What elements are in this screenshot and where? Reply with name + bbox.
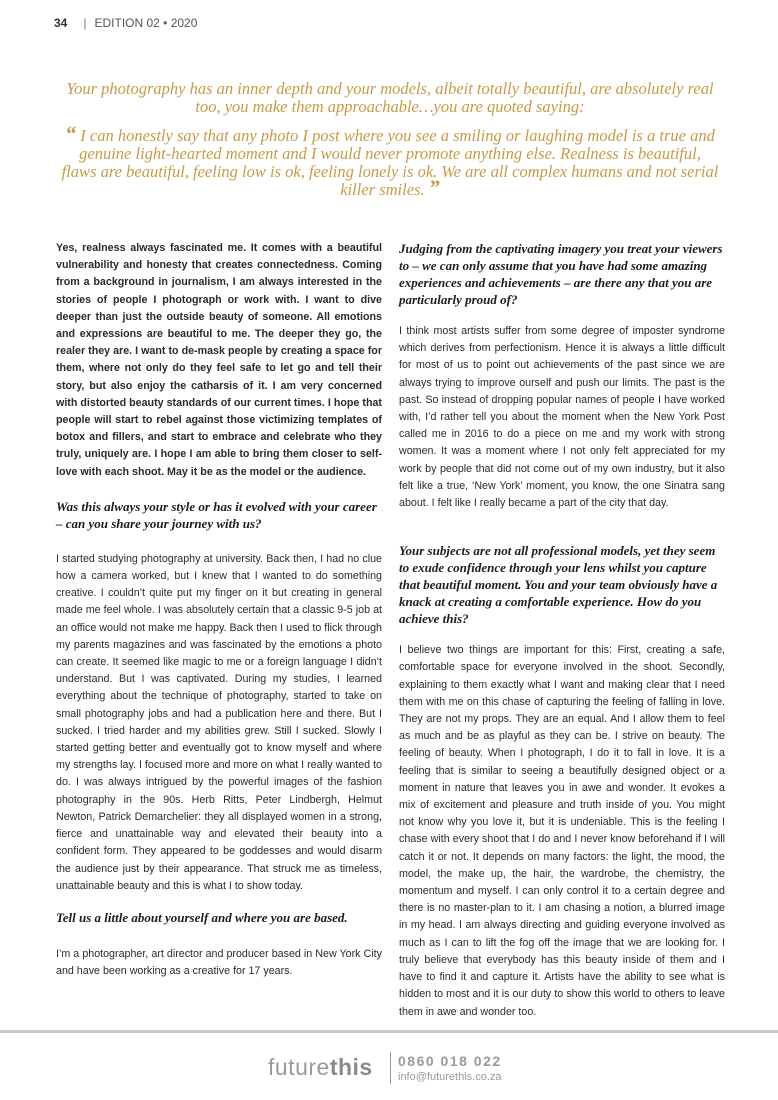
open-quote-mark: “ <box>65 121 77 146</box>
header-separator: | <box>83 16 87 30</box>
right-column <box>399 240 725 1021</box>
footer-divider <box>0 1030 778 1033</box>
pull-quote <box>60 121 720 200</box>
footer-contact <box>398 1053 502 1083</box>
answer-about-yourself: I’m a photographer, art director and producer based in New York City and have been working as a creative for 17 years. <box>56 947 382 978</box>
question-style-evolution: Was this always your style or has it evolved with your career – can you share your journey with us? <box>56 498 377 531</box>
phone-number: 0860 018 022 <box>398 1053 502 1069</box>
question-confidence: Your subjects are not all professional models, yet they seem to exude confidence through your lens whilst you capture that beautiful moment. You and your team obviously have a knack at creating a comfortable experience. How do you achieve this? <box>399 543 718 627</box>
answer-journey: I started studying photography at university. Back then, I had no clue how a camera worked, but I knew that I wanted to do something creative. I couldn’t quite put my finger on it but creating in general made me feel whole. I was absolutely certain that a classic 9-5 job at an office would not make me happy. Back then I used to flick through my parents magazines and was fascinated by the emotions a photo can create. It seemed like magic to me or a foreign language I didn’t understand. But I was captivated. During my studies, I learned everything about the technique of photography, started to take on small photography jobs and had a publication here and there. But I sucked. I tried harder and my abilities grew. Still I sucked. Slowly I started getting better and eventually got to know myself and where my strengths lay. I focused more and more on what I really wanted to do. I was always intrigued by the powerful images of the fashion photography in the 90s. Herb Ritts, Peter Lindbergh, Helmut Newton, Patrick Demarchelier: they all displayed women in a strong, fierce and unattainable way and elevated their beauty into a confident form. They appeared to be goddesses and would disarm the audience just by their appearance. That struck me as timeless, unattainable beauty and this is what I to show today. <box>56 552 382 892</box>
page-header <box>54 16 197 30</box>
email-link[interactable]: info@futurethis.co.za <box>398 1071 502 1083</box>
futurethis-logo: futurethis <box>268 1054 373 1080</box>
close-quote-mark: ” <box>428 175 440 200</box>
answer-achievements: I think most artists suffer from some degree of imposter syndrome which derives from perfectionism. Hence it is always a little difficult for most of us to point out achievements of the past since we are always trying to improve ourself and push our limits. The past is the past. So instead of dropping popular names of people I have worked with, I’d rather tell you about the moment when the New York Post called me in 2016 to do a piece on me and my work with strong women. It was a moment where I not only felt appreciated for my work by people that did not come out of my own industry, but it also felt like a true, ‘New York’ moment, you know, the one Sinatra sang about. I felt like I really became a part of the city that day. <box>399 325 725 510</box>
left-column <box>56 240 382 980</box>
answer-confidence: I believe two things are important for this: First, creating a safe, comfortable space for everyone involved in the shoot. Secondly, explaining to them exactly what I want and making clear that I need them with me on this chase of capturing the feeling of falling in love. They are not my props. They are an equal. And I allow them to feel as much and be as playful as they can be. I strive on beauty. The feeling of beauty. When I photograph, I do it to fall in love. It is a feeling that is similar to seeing a beautifully designed object or a moment in nature that leaves you in awe and wonder. It evokes a mix of excitement and pleasure and truth inside of you. You might not know why you love it, but it is undeniable. This is the feeling I chase with every shoot that I do and I never know beforehand if I will catch it or not. It depends on many factors: the light, the mood, the model, the make up, the hair, the wardrobe, the chemistry, the momentum and myself. I can only control it to a certain degree and there is no master-plan to it. I am chasing a notion, a blurred image in my head. I am always directing and guiding everyone involved as much as I can to lift the fog off the image that we are looking for. I truly believe that everybody has this beauty inside of them and I have to find it and capture it. Artists have the ability to see what is hidden to most and it is our duty to show this world to others to leave them in awe and wonder too. <box>399 644 725 1018</box>
answer-realness: Yes, realness always fascinated me. It comes with a beautiful vulnerability and honesty that creates connectedness. Coming from a background in journalism, I am always interested in the stories of people I photograph or work with. I want to dive deeper than just the outside beauty of someone. All emotions and expressions are beautiful to me. The deeper they go, the realer they are. I want to de-mask people by creating a space for them, where not only do they feel safe to let go and tell their story, but also enjoy the catharsis of it. I am very concerned with distorted beauty standards of our current times. I hope that people will start to rebel against those victimizing templates of botox and fillers, and start to embrace and celebrate who they truly, uniquely are. I hope I am able to bring them closer to self-love with each shoot. May it be as the model or the audience. <box>56 242 382 478</box>
pull-quote-text: I can honestly say that any photo I post where you see a smiling or laughing model is a true and genuine light-hearted moment and I would never promote anything else. Realness is beautiful, flaws are beautiful, feeling low is ok, feeling lonely is ok. We are all complex humans and not serial killer smiles. <box>61 126 719 199</box>
page-number: 34 <box>54 16 68 30</box>
edition-label: EDITION 02 • 2020 <box>94 16 198 30</box>
pull-quote-intro: Your photography has an inner depth and your models, albeit totally beautiful, are absolutely real too, you make them approachable…you are quoted saying: <box>66 79 714 116</box>
footer-separator <box>390 1052 391 1084</box>
question-achievements: Judging from the captivating imagery you treat your viewers to – we can only assume that you have had some amazing experiences and achievements – are there any that you are particularly proud of? <box>399 241 723 307</box>
question-about-yourself: Tell us a little about yourself and where you are based. <box>56 909 348 925</box>
